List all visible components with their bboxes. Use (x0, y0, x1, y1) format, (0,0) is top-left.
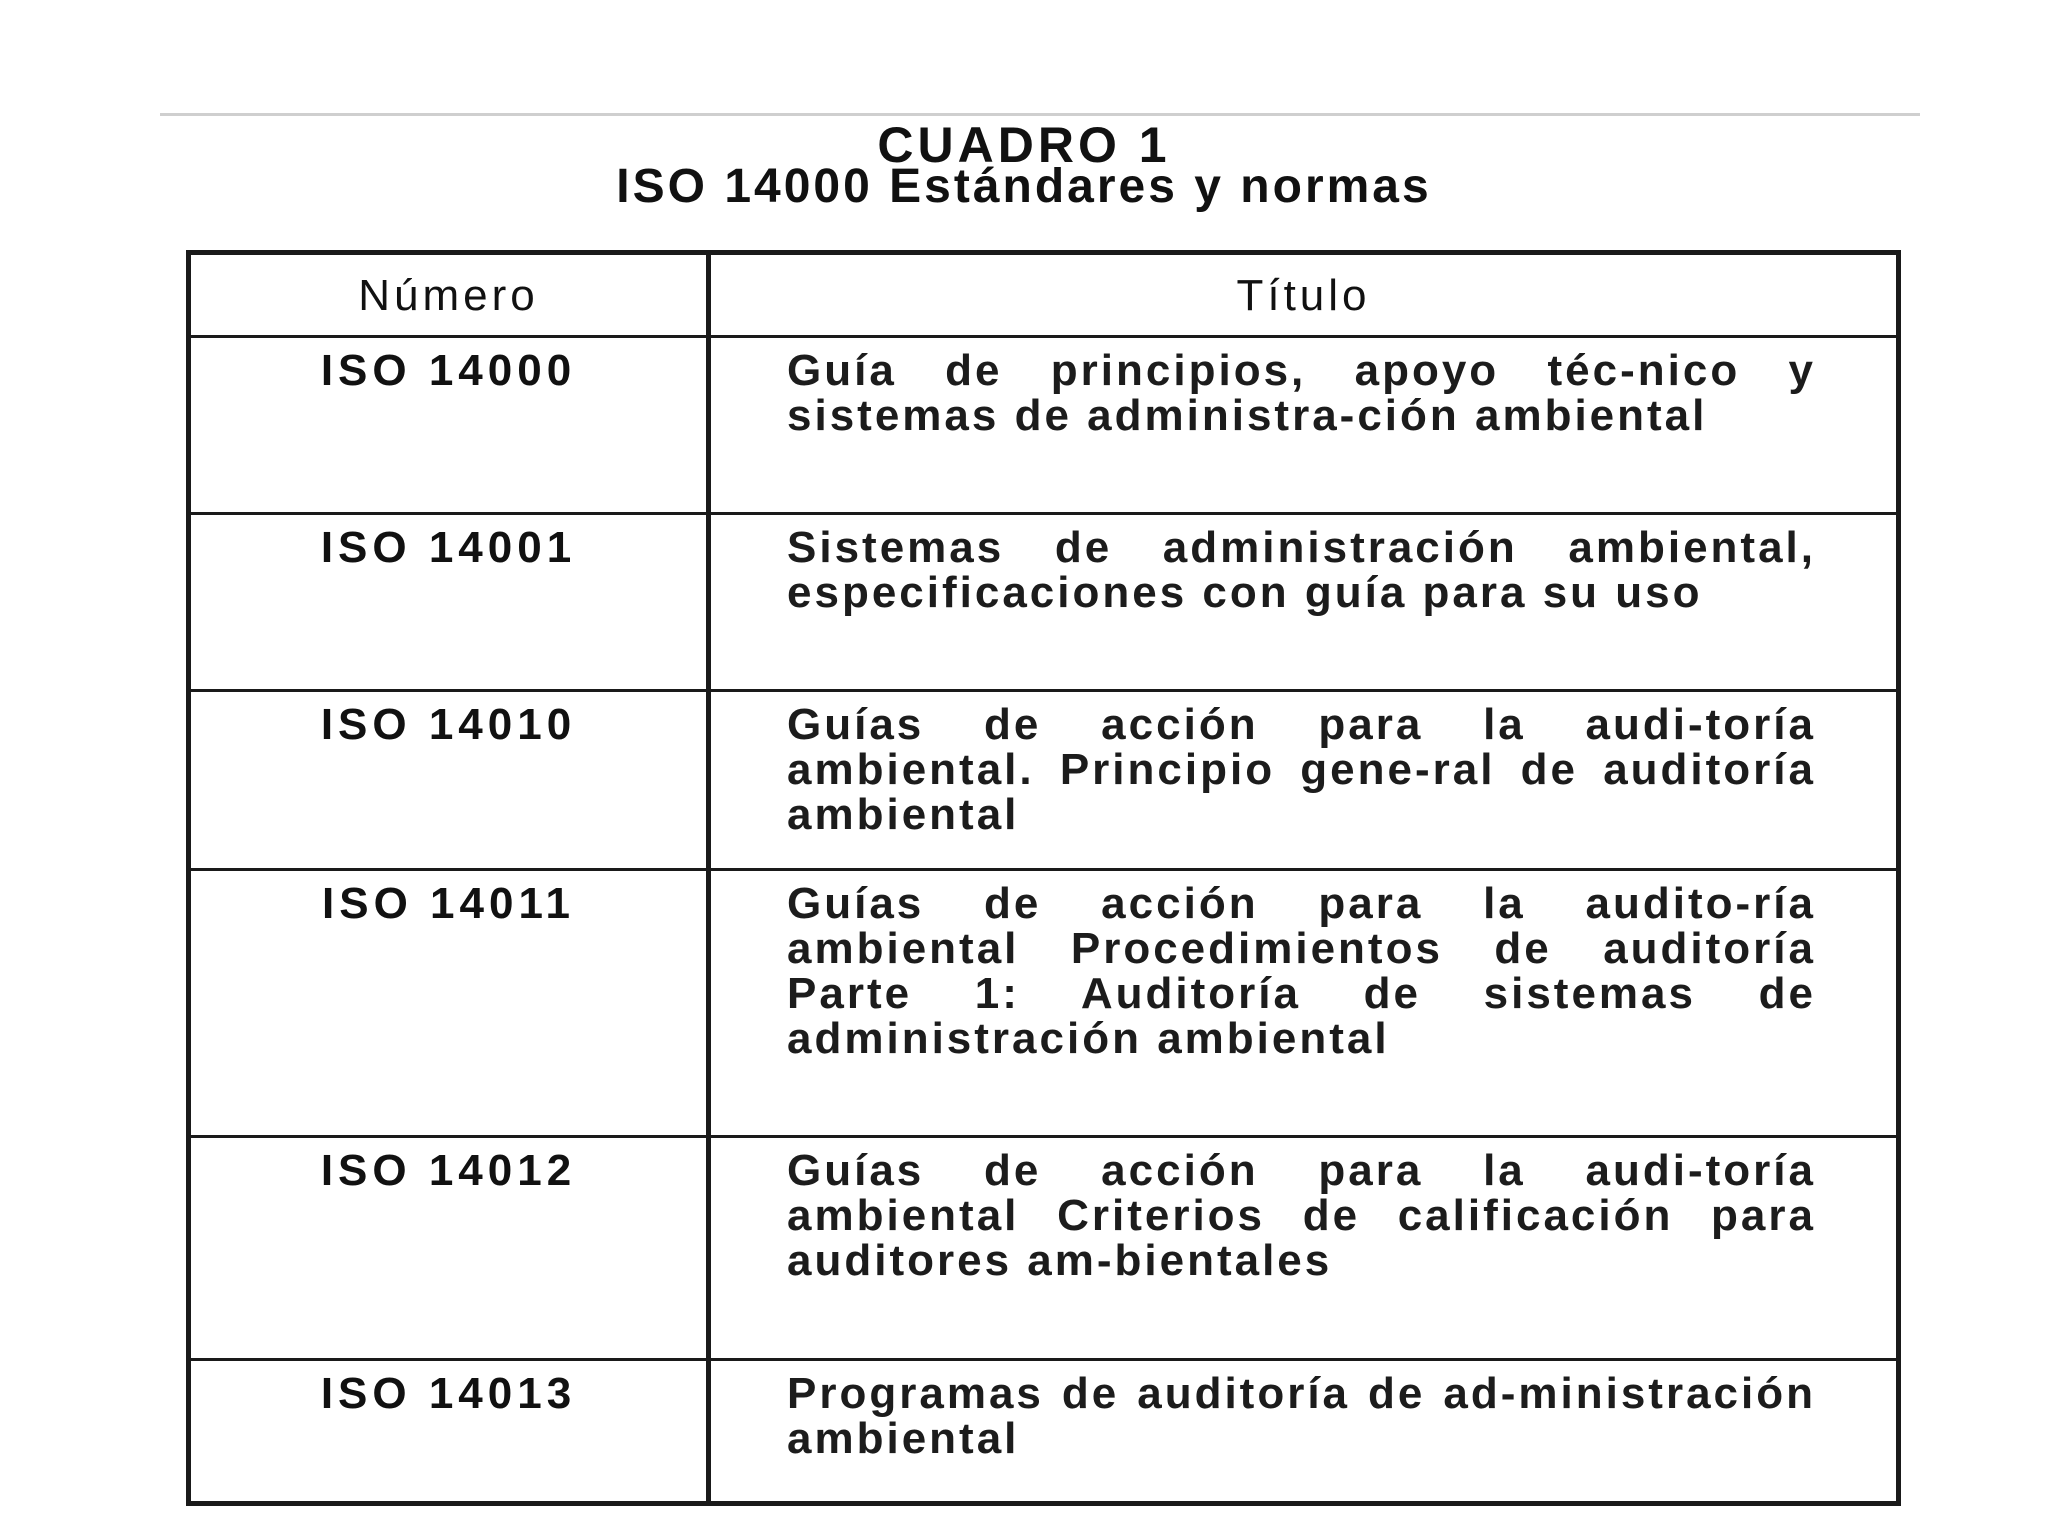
table-row (189, 1360, 1899, 1504)
standard-title-cell: Guías de acción para la audi-toría ambiental Criterios de calificación para auditores am-bientales (709, 1137, 1899, 1360)
standard-title-cell: Sistemas de administración ambiental, especificaciones con guía para su uso (709, 514, 1899, 691)
standard-number-cell: ISO 14010 (189, 691, 709, 870)
top-divider-line (160, 113, 1920, 116)
table-caption-number: CUADRO 1 (877, 117, 1171, 173)
standard-number-cell: ISO 14013 (189, 1360, 709, 1504)
standard-number-cell: ISO 14012 (189, 1137, 709, 1360)
standard-title-cell: Programas de auditoría de ad-ministración ambiental (709, 1360, 1899, 1504)
standard-title-cell: Guía de principios, apoyo téc-nico y sistemas de administra-ción ambiental (709, 337, 1899, 514)
header-number: Número (189, 253, 709, 337)
table-row (189, 514, 1899, 691)
iso-standards-table (186, 250, 1901, 1506)
table-row (189, 691, 1899, 870)
standard-title-cell: Guías de acción para la audi-toría ambiental. Principio gene-ral de auditoría ambiental (709, 691, 1899, 870)
iso-standards-table-container (186, 250, 1896, 1506)
standard-number-cell: ISO 14001 (189, 514, 709, 691)
standard-title-cell: Guías de acción para la audito-ría ambiental Procedimientos de auditoría Parte 1: Auditoría de sistemas de administración ambiental (709, 870, 1899, 1137)
standard-number-cell: ISO 14000 (189, 337, 709, 514)
table-row (189, 870, 1899, 1137)
standard-number-cell: ISO 14011 (189, 870, 709, 1137)
table-row (189, 1137, 1899, 1360)
table-row (189, 337, 1899, 514)
header-title: Título (709, 253, 1899, 337)
table-header-row (189, 253, 1899, 337)
table-caption-title: ISO 14000 Estándares y normas (616, 160, 1432, 213)
